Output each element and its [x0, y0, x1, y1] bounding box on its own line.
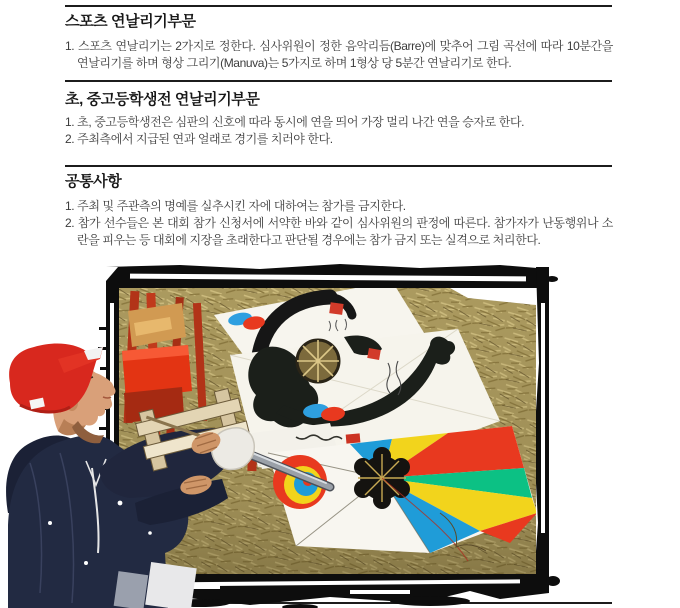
section-body-sports [65, 38, 613, 72]
section-heading-common: 공통사항 [65, 173, 122, 190]
section-body-common [65, 198, 613, 249]
rule-item: 1. 스포츠 연날리기는 2가지로 정한다. 심사위원이 정한 음악리듬(Barre)에 맞추어 그림 곡선에 따라 10분간을 연날리기를 하며 형상 그리기(Manuva)는 5가지로 하며 1형상 당 5분간 연날리기로 한다. [65, 39, 613, 70]
red-seal [329, 302, 343, 315]
divider-top [65, 5, 612, 7]
divider-students [65, 80, 612, 82]
section-heading-sports: 스포츠 연날리기부문 [65, 13, 196, 30]
kite-photo [0, 263, 680, 608]
photo-illustration [0, 263, 680, 608]
rule-item: 2. 주최측에서 지급된 연과 얼래로 경기를 치러야 한다. [65, 132, 333, 146]
section-body-students [65, 114, 613, 148]
red-seal [346, 433, 361, 443]
divider-common [65, 165, 612, 167]
red-seal [367, 348, 381, 360]
rule-item: 1. 초, 중고등학생전은 심판의 신호에 따라 동시에 연을 띄어 가장 멀리 나간 연을 승자로 한다. [65, 115, 525, 129]
rule-item: 2. 참가 선수들은 본 대회 참가 신청서에 서약한 바와 같이 심사위원의 판정에 따른다. 참가자가 난동행위나 소란을 피우는 등 대회에 지장을 초래한다고 판단될 경우에는 참가 금지 또는 실격으로 처리한다. [65, 216, 613, 247]
white-glove [212, 428, 255, 470]
rule-item: 1. 주최 및 주관측의 명예를 실추시킨 자에 대하여는 참가를 금지한다. [65, 199, 406, 213]
section-heading-students: 초, 중고등학생전 연날리기부문 [65, 91, 260, 108]
